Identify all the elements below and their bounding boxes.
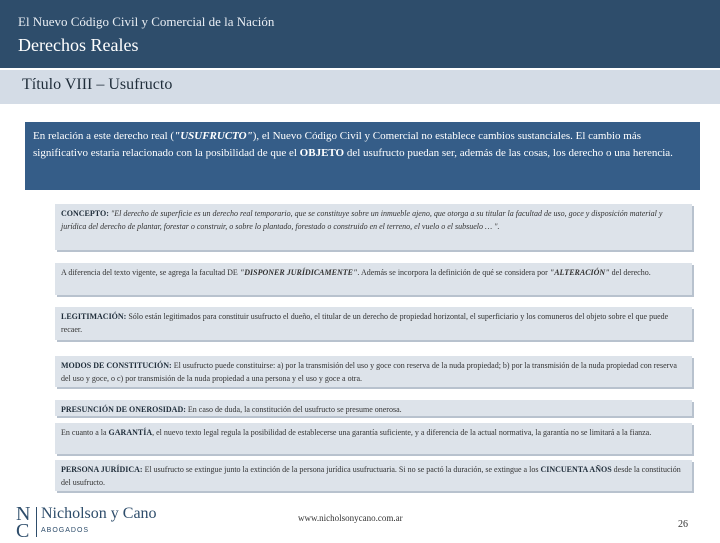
box-persona-juridica <box>55 460 692 491</box>
logo-divider <box>36 507 37 537</box>
persona-key: PERSONA JURÍDICA: <box>61 465 143 474</box>
logo-letter-n: N <box>16 503 31 525</box>
box-concepto <box>55 204 692 250</box>
legitimacion-text: Sólo están legitimados para constituir usufructo el dueño, el titular de un derecho de propiedad horizontal, el superficiario y los comuneros del objeto sobre el que puede recaer. <box>61 312 669 334</box>
garantia-text-c: , el nuevo texto legal regula la posibilidad de establecerse una garantía suficiente, y a diferencia de la actual normativa, la garantía no se limitará a la fianza. <box>152 428 652 437</box>
alteracion-key: "ALTERACIÓN" <box>549 268 610 277</box>
box-garantia <box>55 423 692 454</box>
concepto-key: CONCEPTO: <box>61 209 109 218</box>
legitimacion-key: LEGITIMACIÓN: <box>61 312 127 321</box>
intro-objeto: OBJETO <box>299 147 345 159</box>
persona-text-c: desde la constitución del usufructo. <box>61 465 681 487</box>
disponer-text-c: . Además se incorpora la definición de qué se considera por <box>357 268 550 277</box>
slide-subtitle: Título VIII – Usufructo <box>22 76 173 93</box>
intro-usufructo: "USUFRUCTO" <box>174 130 253 142</box>
box-presuncion <box>55 400 692 416</box>
footer-url[interactable]: www.nicholsonycano.com.ar <box>298 513 403 523</box>
intro-text-2: ), el Nuevo Código Civil y Comercial no establece cambios sustanciales. El cambio más significativo estaría relacionado con la posibilidad de que el <box>33 130 641 159</box>
cincuenta-key: CINCUENTA AÑOS <box>540 465 612 474</box>
disponer-text-a: A diferencia del texto vigente, se agrega la facultad DE <box>61 268 240 277</box>
disponer-text-e: del derecho. <box>609 268 651 277</box>
subtitle-bar <box>0 70 720 104</box>
intro-text-3: del usufructo puedan ser, además de las cosas, los derecho o una herencia. <box>344 147 673 159</box>
presuncion-text: En caso de duda, la constitución del usufructo se presume onerosa. <box>185 405 402 414</box>
intro-text-1: En relación a este derecho real ( <box>33 130 175 142</box>
garantia-text-a: En cuanto a la <box>61 428 109 437</box>
concepto-text: "El derecho de superficie es un derecho real temporario, que se constituye sobre un inmueble ajeno, que otorga a su titular la facultad de uso, goce y disposición material y jurídica del derecho de plantar, forestar o construir, o sobre lo plantado, forestado o construido en el terreno, el vuelo o el subsuelo … ". <box>61 209 663 231</box>
box-disponer <box>55 263 692 295</box>
page-number: 26 <box>678 519 688 530</box>
box-modos <box>55 356 692 387</box>
header-bar <box>0 0 720 68</box>
presuncion-key: PRESUNCIÓN DE ONEROSIDAD: <box>61 405 186 414</box>
disponer-key: "DISPONER JURÍDICAMENTE" <box>239 268 358 277</box>
modos-key: MODOS DE CONSTITUCIÓN: <box>61 361 172 370</box>
firm-logo <box>16 503 186 542</box>
header-supertitle: El Nuevo Código Civil y Comercial de la Nación <box>18 14 275 29</box>
box-legitimacion <box>55 307 692 340</box>
intro-box <box>25 122 700 190</box>
modos-text: El usufructo puede constituirse: a) por la transmisión del uso y goce con reserva de la nuda propiedad; b) por la transmisión de la nuda propiedad con reserva del uso y goce, o c) por transmisión de la nuda propiedad a una persona y el uso y goce a otra. <box>61 361 677 383</box>
garantia-key: GARANTÍA <box>108 428 153 437</box>
logo-firm-name: Nicholson y Cano <box>41 505 157 522</box>
logo-firm-subtitle: ABOGADOS <box>41 527 90 534</box>
logo-letter-c: C <box>16 520 30 542</box>
header-title: Derechos Reales <box>18 35 139 55</box>
persona-text-a: El usufructo se extingue junto la extinción de la persona jurídica usufructuaria. Si no se pactó la duración, se extingue a los <box>142 465 541 474</box>
